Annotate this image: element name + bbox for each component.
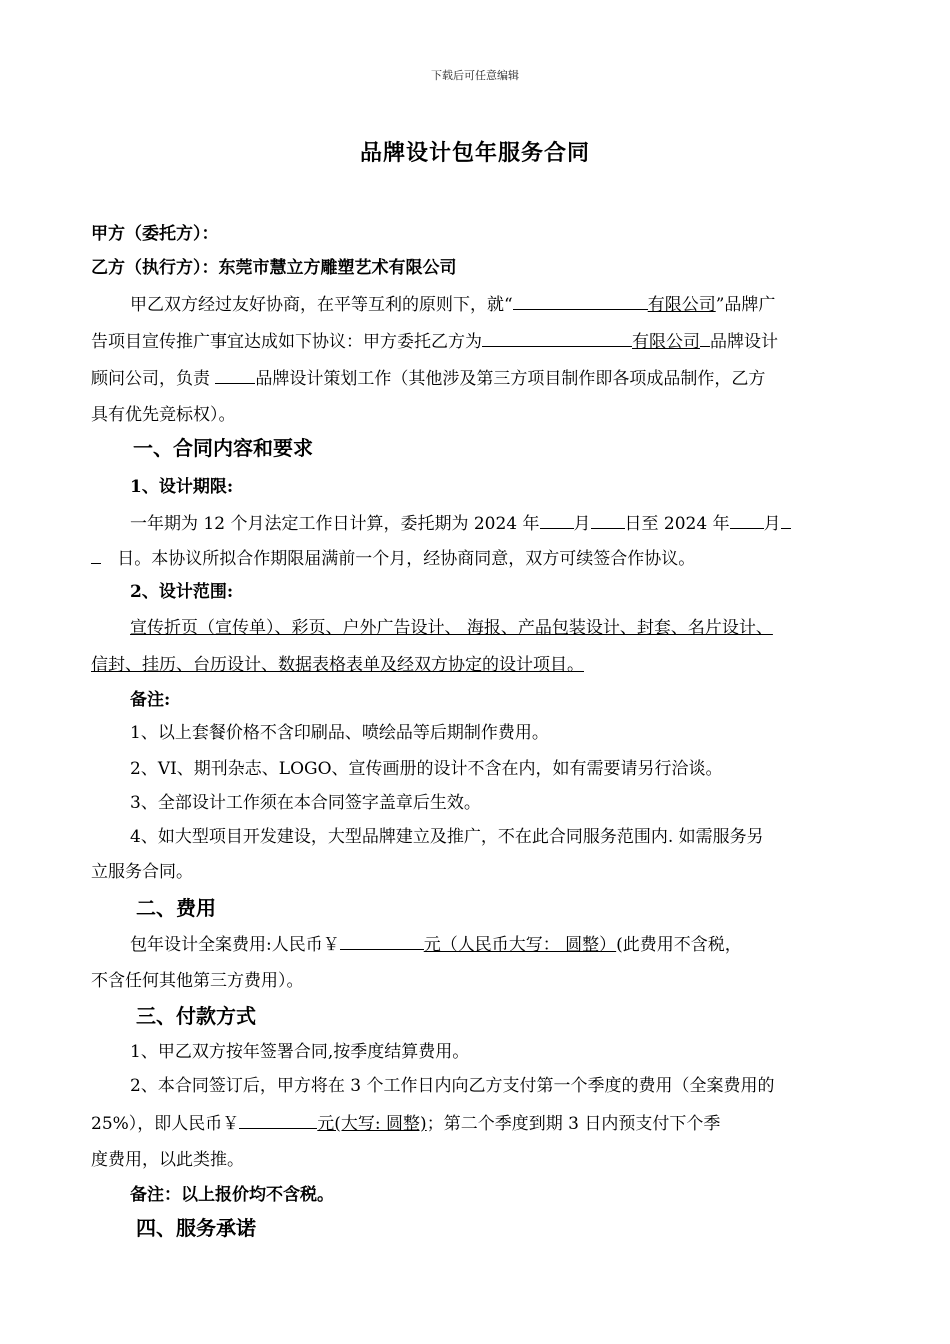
intro-line-1: 甲乙双方经过友好协商，在平等互利的原则下，就“ 有限公司”品牌广	[130, 292, 775, 317]
blank-field	[482, 329, 632, 347]
note-item-2: 2、VI、期刊杂志、LOGO、宣传画册的设计不含在内，如有需要请另行洽谈。	[130, 759, 723, 779]
intro-line-3: 顾问公司，负责 品牌设计策划工作（其他涉及第三方项目制作即各项成品制作，乙方	[91, 366, 765, 391]
note-item-4: 4、如大型项目开发建设，大型品牌建立及推广，不在此合同服务范围内. 如需服务另	[130, 827, 764, 847]
note-item-4-cont: 立服务合同。	[91, 862, 193, 882]
blank-field	[591, 511, 625, 529]
payment-para-2-line-3: 度费用，以此类推。	[91, 1150, 244, 1170]
blank-field	[700, 329, 710, 347]
fee-line-1: 包年设计全案费用:人民币￥ 元（人民币大写： 圆整）(此费用不含税，	[130, 932, 742, 957]
party-b: 乙方（执行方）：东莞市慧立方雕塑艺术有限公司	[91, 258, 457, 278]
section-1-heading: 一、合同内容和要求	[133, 436, 313, 460]
note-label: 备注:	[130, 690, 171, 710]
fee-line-2: 不含任何其他第三方费用）。	[91, 971, 304, 991]
section-1-sub-2: 2、设计范围:	[130, 582, 234, 602]
blank-field	[340, 932, 424, 950]
payment-para-2-line-1: 2、本合同签订后，甲方将在 3 个工作日内向乙方支付第一个季度的费用（全案费用的	[130, 1076, 775, 1096]
section-2-heading: 二、费用	[136, 896, 216, 920]
intro-line-4: 具有优先竞标权）。	[91, 405, 236, 425]
term-line-1: 一年期为 12 个月法定工作日计算，委托期为 2024 年 月 日至 2024 年 月	[130, 511, 791, 536]
scope-line-1: 宣传折页（宣传单）、彩页、户外广告设计、 海报、产品包装设计、封套、名片设计、	[130, 618, 773, 638]
payment-para-1: 1、甲乙双方按年签署合同,按季度结算费用。	[130, 1042, 470, 1062]
header-note: 下载后可任意编辑	[431, 69, 519, 82]
section-3-heading: 三、付款方式	[136, 1004, 256, 1028]
blank-field	[781, 511, 791, 529]
note-item-3: 3、全部设计工作须在本合同签字盖章后生效。	[130, 793, 481, 813]
section-1-sub-1: 1、设计期限:	[130, 477, 234, 497]
blank-field	[239, 1111, 317, 1129]
section-4-heading: 四、服务承诺	[136, 1216, 256, 1240]
page-title: 品牌设计包年服务合同	[359, 140, 590, 166]
payment-para-2-line-2: 25%），即人民币￥ 元(大写: 圆整)；第二个季度到期 3 日内预支付下个季	[91, 1111, 720, 1136]
payment-note: 备注：以上报价均不含税。	[130, 1185, 334, 1205]
blank-field	[540, 511, 574, 529]
party-a: 甲方（委托方）：	[91, 224, 219, 244]
blank-field	[513, 292, 648, 310]
blank-field	[91, 546, 101, 564]
note-item-1: 1、以上套餐价格不含印刷品、喷绘品等后期制作费用。	[130, 723, 549, 743]
scope-line-2: 信封、挂历、台历设计、数据表格表单及经双方协定的设计项目。	[91, 655, 584, 675]
term-line-2: 日。本协议所拟合作期限届满前一个月，经协商同意，双方可续签合作协议。	[91, 546, 695, 571]
blank-field	[215, 366, 255, 384]
blank-field	[730, 511, 764, 529]
intro-line-2: 告项目宣传推广事宜达成如下协议：甲方委托乙方为 有限公司 品牌设计	[91, 329, 778, 354]
